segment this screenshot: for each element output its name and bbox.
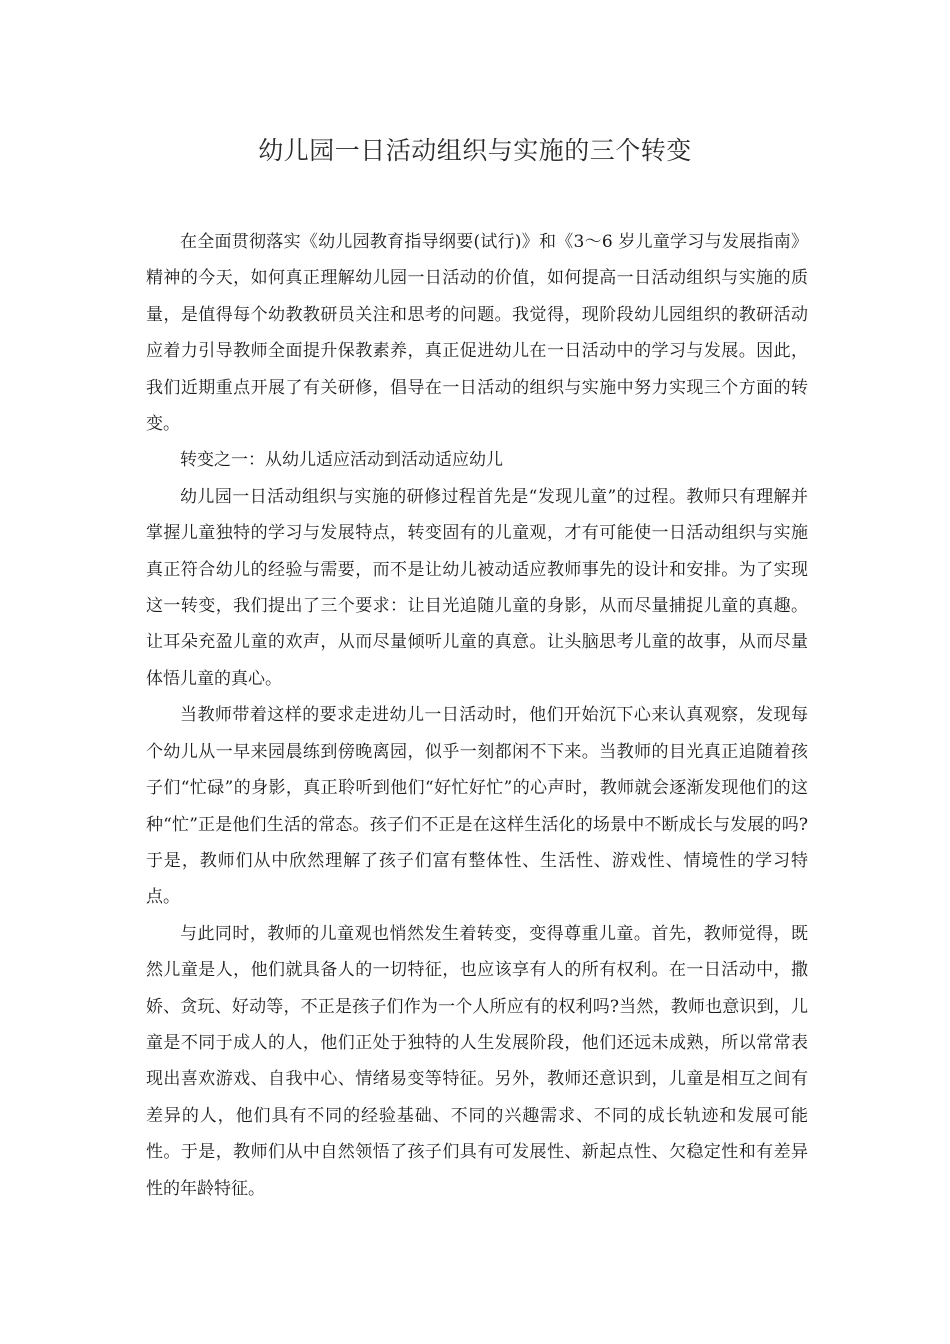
document-body xyxy=(146,224,808,1207)
paragraph-intro: 在全面贯彻落实《幼儿园教育指导纲要(试行)》和《3～6 岁儿童学习与发展指南》精神的今天，如何真正理解幼儿园一日活动的价值，如何提高一日活动组织与实施的质量，是值得每个幼教教研员关注和思考的问题。我觉得，现阶段幼儿园组织的教研活动应着力引导教师全面提升保教素养，真正促进幼儿在一日活动中的学习与发展。因此，我们近期重点开展了有关研修，倡导在一日活动的组织与实施中努力实现三个方面的转变。 xyxy=(146,232,808,435)
document-title: 幼儿园一日活动组织与实施的三个转变 xyxy=(258,136,692,165)
section-heading: 转变之一：从幼儿适应活动到活动适应幼儿 xyxy=(180,450,503,471)
paragraph: 当教师带着这样的要求走进幼儿一日活动时，他们开始沉下心来认真观察，发现每个幼儿从一早来园晨练到傍晚离园，似乎一刻都闲不下来。当教师的目光真正追随着孩子们“忙碌”的身影，真正聆听到他们“好忙好忙”的心声时，教师就会逐渐发现他们的这种“忙”正是他们生活的常态。孩子们不正是在这样生活化的场景中不断成长与发展的吗?于是，教师们从中欣然理解了孩子们富有整体性、生活性、游戏性、情境性的学习特点。 xyxy=(146,705,808,908)
paragraph: 幼儿园一日活动组织与实施的研修过程首先是“发现儿童”的过程。教师只有理解并掌握儿童独特的学习与发展特点，转变固有的儿童观，才有可能使一日活动组织与实施真正符合幼儿的经验与需要，而不是让幼儿被动适应教师事先的设计和安排。为了实现这一转变，我们提出了三个要求：让目光追随儿童的身影，从而尽量捕捉儿童的真趣。让耳朵充盈儿童的欢声，从而尽量倾听儿童的真意。让头脑思考儿童的故事，从而尽量体悟儿童的真心。 xyxy=(146,486,808,689)
paragraph: 与此同时，教师的儿童观也悄然发生着转变，变得尊重儿童。首先，教师觉得，既然儿童是人，他们就具备人的一切特征，也应该享有人的所有权利。在一日活动中，撒娇、贪玩、好动等，不正是孩子们作为一个人所应有的权利吗?当然，教师也意识到，儿童是不同于成人的人，他们正处于独特的人生发展阶段，他们还远未成熟，所以常常表现出喜欢游戏、自我中心、情绪易变等特征。另外，教师还意识到，儿童是相互之间有差异的人，他们具有不同的经验基础、不同的兴趣需求、不同的成长轨迹和发展可能性。于是，教师们从中自然领悟了孩子们具有可发展性、新起点性、欠稳定性和有差异性的年龄特征。 xyxy=(146,923,808,1199)
